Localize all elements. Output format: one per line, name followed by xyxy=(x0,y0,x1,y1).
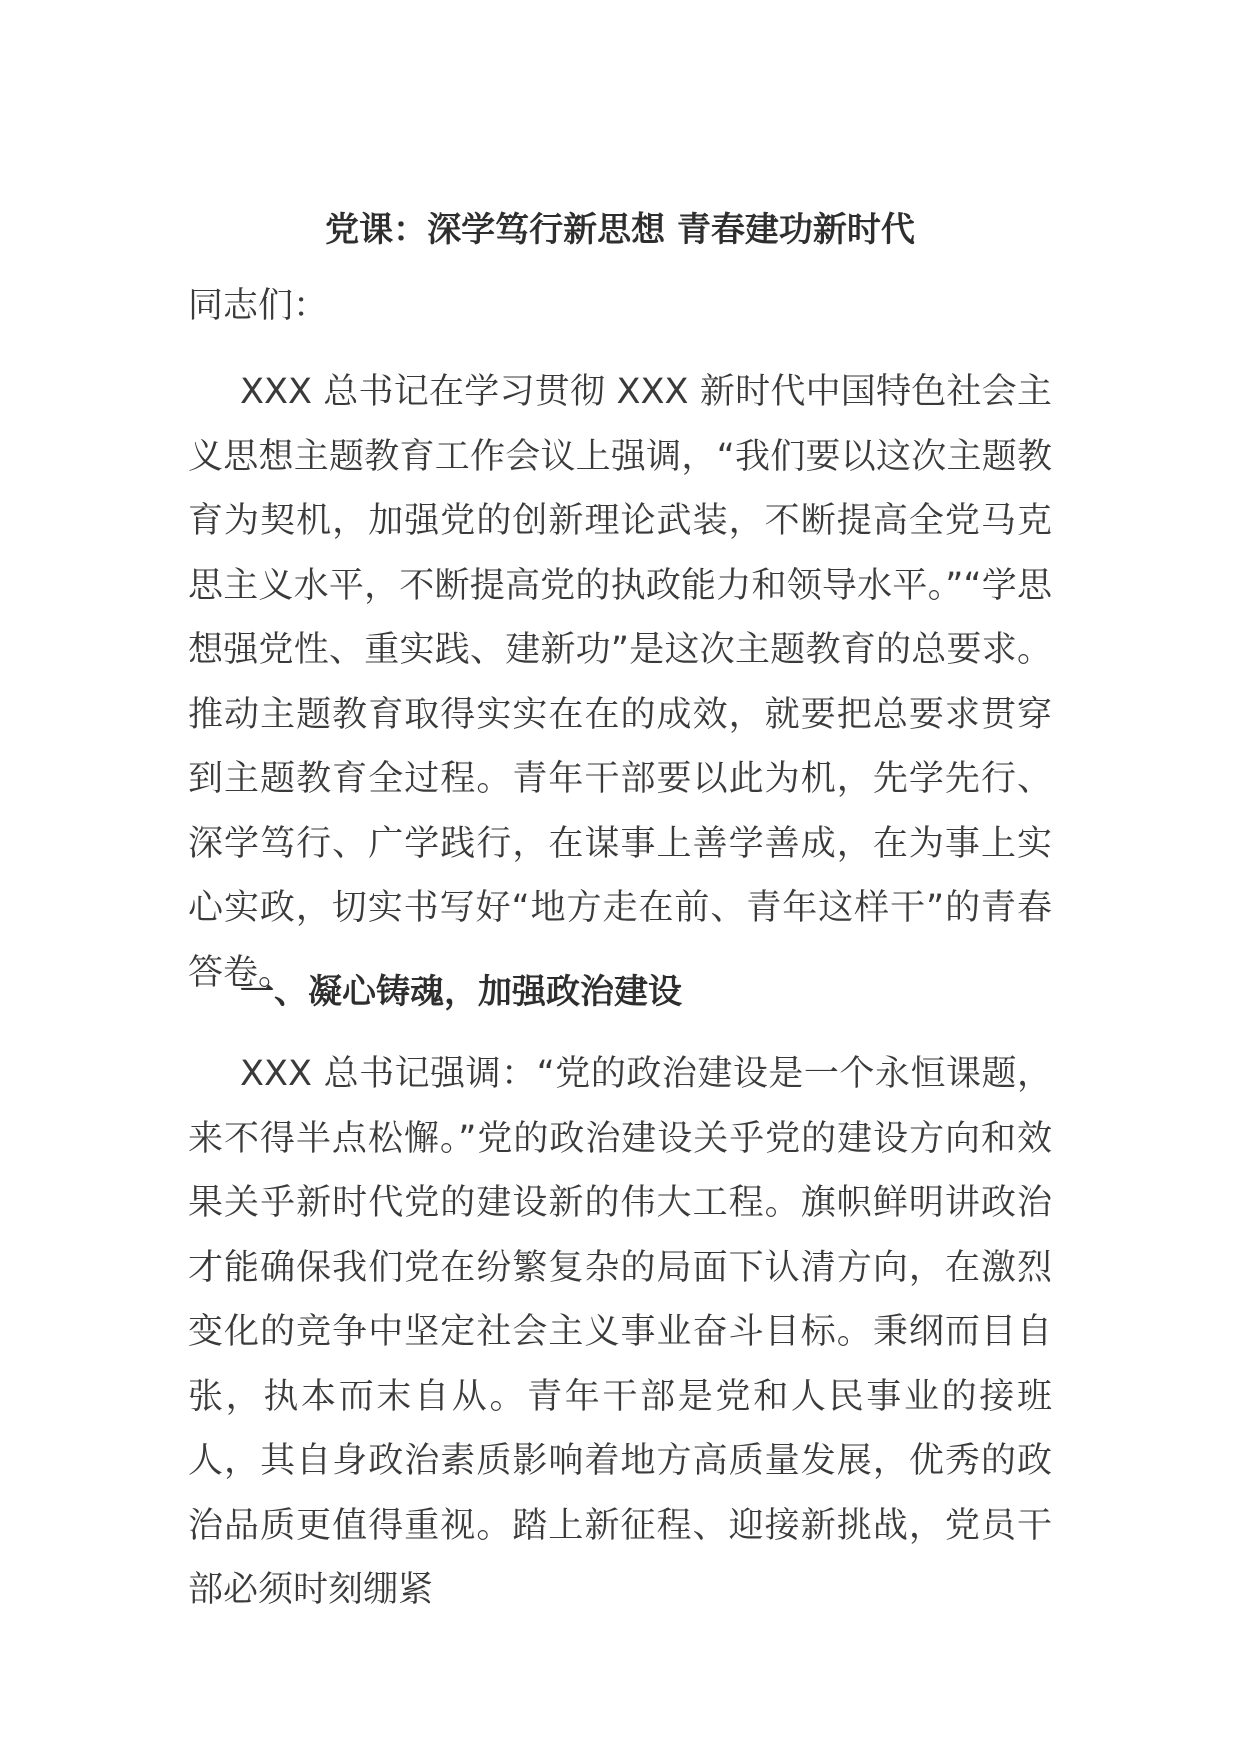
section-heading-1: 一、凝心铸魂，加强政治建设 xyxy=(240,972,682,1012)
paragraph-2: XXX 总书记强调：“党的政治建设是一个永恒课题，来不得半点松懈。”党的政治建设关乎党的建设方向和效果关乎新时代党的建设新的伟大工程。旗帜鲜明讲政治才能确保我们党在纷繁复杂的局面下认清方向，在激烈变化的竞争中坚定社会主义事业奋斗目标。秉纲而目自张，执本而末自从。青年干部是党和人民事业的接班人，其自身政治素质影响着地方高质量发展，优秀的政治品质更值得重视。踏上新征程、迎接新挑战，党员干部必须时刻绷紧 xyxy=(188,1054,1052,1610)
salutation: 同志们： xyxy=(188,286,329,326)
paragraph-1: XXX 总书记在学习贯彻 XXX 新时代中国特色社会主义思想主题教育工作会议上强调，“我们要以这次主题教育为契机，加强党的创新理论武装，不断提高全党马克思主义水平，不断提高党的执政能力和领导水平。”“学思想强党性、重实践、建新功”是这次主题教育的总要求。推动主题教育取得实实在在的成效，就要把总要求贯穿到主题教育全过程。青年干部要以此为机，先学先行、深学笃行、广学践行，在谋事上善学善成，在为事上实心实政，切实书写好“地方走在前、青年这样干”的青春答卷。 xyxy=(188,372,1052,993)
document-title: 党课：深学笃行新思想 青春建功新时代 xyxy=(325,210,915,250)
